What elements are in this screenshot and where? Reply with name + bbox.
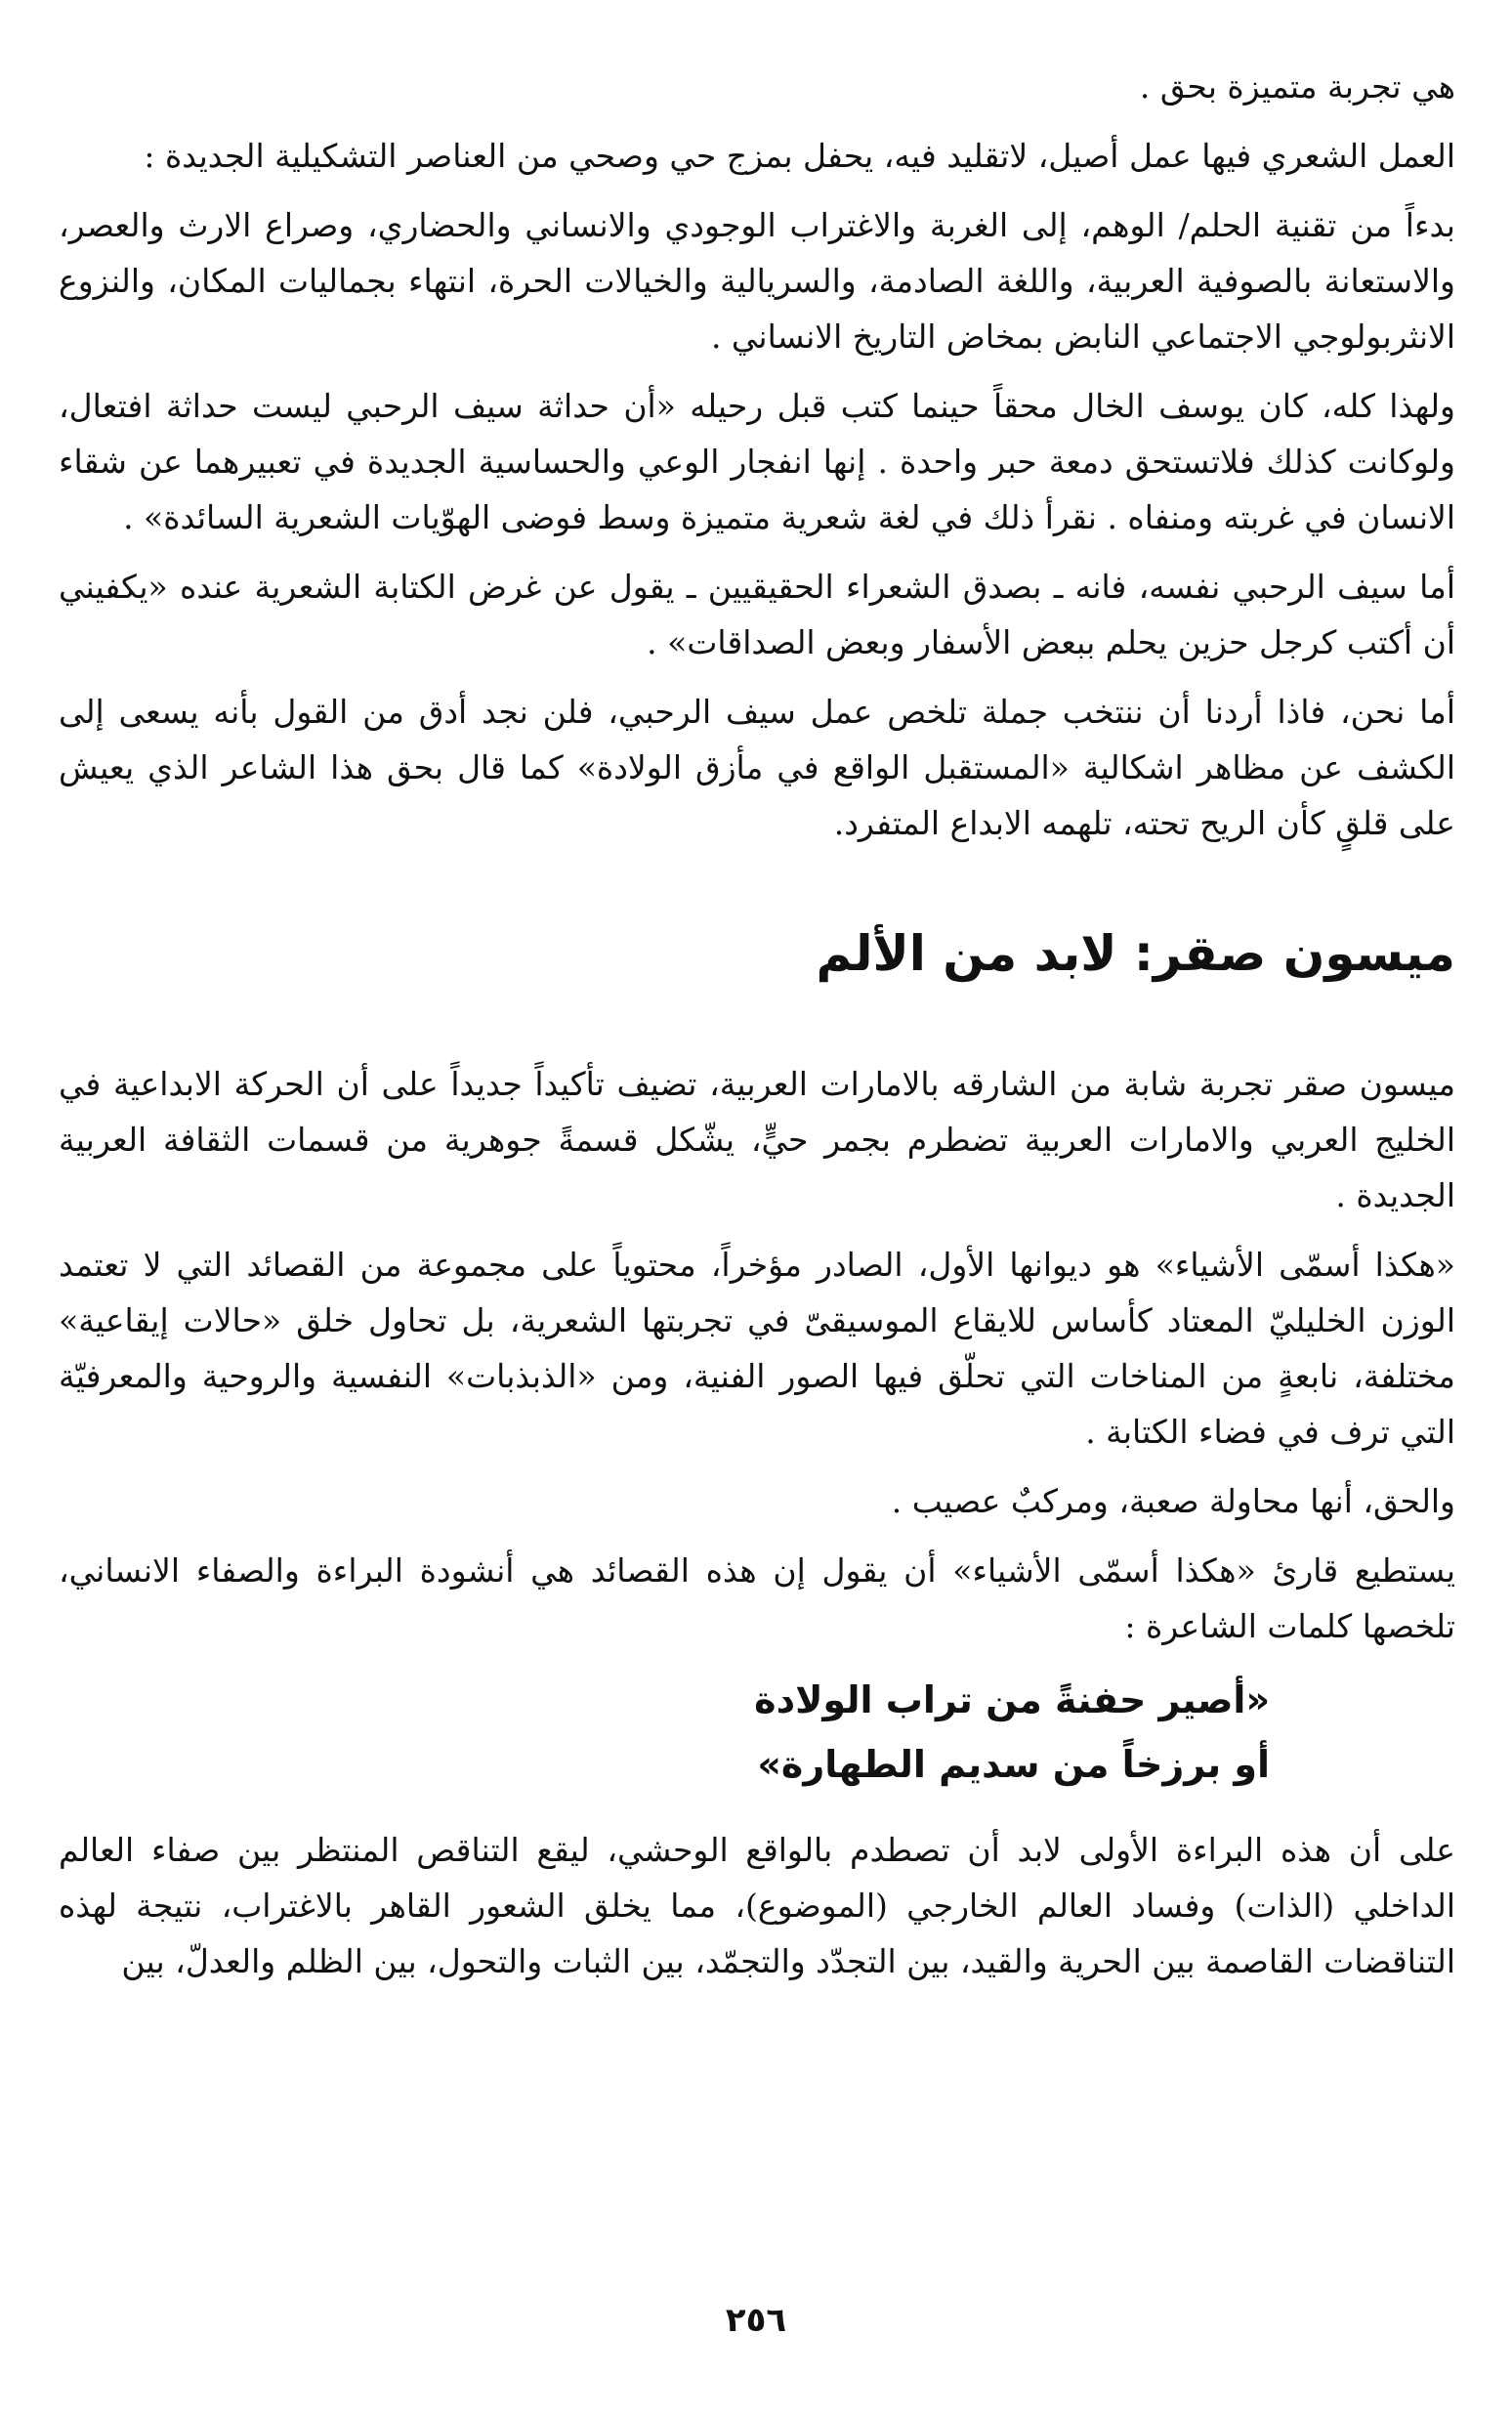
paragraph: ولهذا كله، كان يوسف الخال محقاً حينما كتب قبل رحيله «أن حداثة سيف الرحبي ليست حداثة افتعال، ولوكانت كذلك فلاتستحق دمعة حبر واحدة . إنها انفجار الوعي والحساسية الجديدة في تعبيرهما عن شقاء الانسان في غربته ومنفاه . نقرأ ذلك في لغة شعرية متميزة وسط فوضى الهوّيات الشعرية السائدة» . [59,387,1455,536]
paragraph: «هكذا أسمّى الأشياء» هو ديوانها الأول، الصادر مؤخراً، محتوياً على مجموعة من القصائد التي لا تعتمد الوزن الخليليّ المعتاد كأساس للايقاع الموسيقىّ في تجربتها الشعرية، بل تحاول خلق «حالات إيقاعية» مختلفة، نابعةٍ من المناخات التي تحلّق فيها الصور الفنية، ومن «الذبذبات» النفسية والروحية والمعرفيّة التي ترف في فضاء الكتابة . [59,1246,1455,1451]
page-body [59,59,1455,2003]
section-heading: ميسون صقر: لابد من الألم [816,925,1455,982]
paragraph: يستطيع قارئ «هكذا أسمّى الأشياء» أن يقول إن هذه القصائد هي أنشودة البراءة والصفاء الانساني، تلخصها كلمات الشاعرة : [59,1551,1455,1645]
paragraph: ميسون صقر تجربة شابة من الشارقه بالامارات العربية، تضيف تأكيداً جديداً على أن الحركة الابداعية في الخليج العربي والامارات العربية تضطرم بجمر حيٍّ، يشّكل قسمةً جوهرية من قسمات الثقافة العربية الجديدة . [59,1065,1455,1214]
paragraph: والحق، أنها محاولة صعبة، ومركبٌ عصيب . [891,1482,1455,1520]
paragraph: أما سيف الرحبي نفسه، فانه ـ بصدق الشعراء الحقيقيين ـ يقول عن غرض الكتابة الشعرية عنده «يكفيني أن أكتب كرجل حزين يحلم ببعض الأسفار وبعض الصداقات» . [59,568,1455,661]
poem-line: أو برزخاً من سديم الطهارة» [757,1743,1270,1786]
paragraph: العمل الشعري فيها عمل أصيل، لاتقليد فيه، يحفل بمزج حي وصحي من العناصر التشكيلية الجديدة : [144,137,1455,175]
paragraph: هي تجربة متميزة بحق . [1139,67,1455,106]
paragraph: على أن هذه البراءة الأولى لابد أن تصطدم بالواقع الوحشي، ليقع التناقص المنتظر بين صفاء العالم الداخلي (الذات) وفساد العالم الخارجي (الموضوع)، مما يخلق الشعور القاهر بالاغتراب، نتيجة لهذه التناقضات القاصمة بين الحرية والقيد، بين التجدّد والتجمّد، بين الثبات والتحول، بين الظلم والعدلّ، بين [59,1831,1455,1980]
page-number: ٢٥٦ [725,2301,787,2340]
poem-quote [59,1668,1455,1797]
paragraph: بدءاً من تقنية الحلم/ الوهم، إلى الغربة والاغتراب الوجودي والانساني والحضاري، وصراع الارث والعصر، والاستعانة بالصوفية العربية، واللغة الصادمة، والسريالية والخيالات الحرة، انتهاء بجماليات المكان، والنزوع الانثربولوجي الاجتماعي النابض بمخاض التاريخ الانساني . [59,206,1455,356]
poem-line: «أصير حفنةً من تراب الولادة [754,1678,1270,1721]
paragraph: أما نحن، فاذا أردنا أن ننتخب جملة تلخص عمل سيف الرحبي، فلن نجد أدق من القول بأنه يسعى إلى الكشف عن مظاهر اشكالية «المستقبل الواقع في مأزق الولادة» كما قال بحق هذا الشاعر الذي يعيش على قلقٍ كأن الريح تحته، تلهمه الابداع المتفرد. [59,693,1455,842]
